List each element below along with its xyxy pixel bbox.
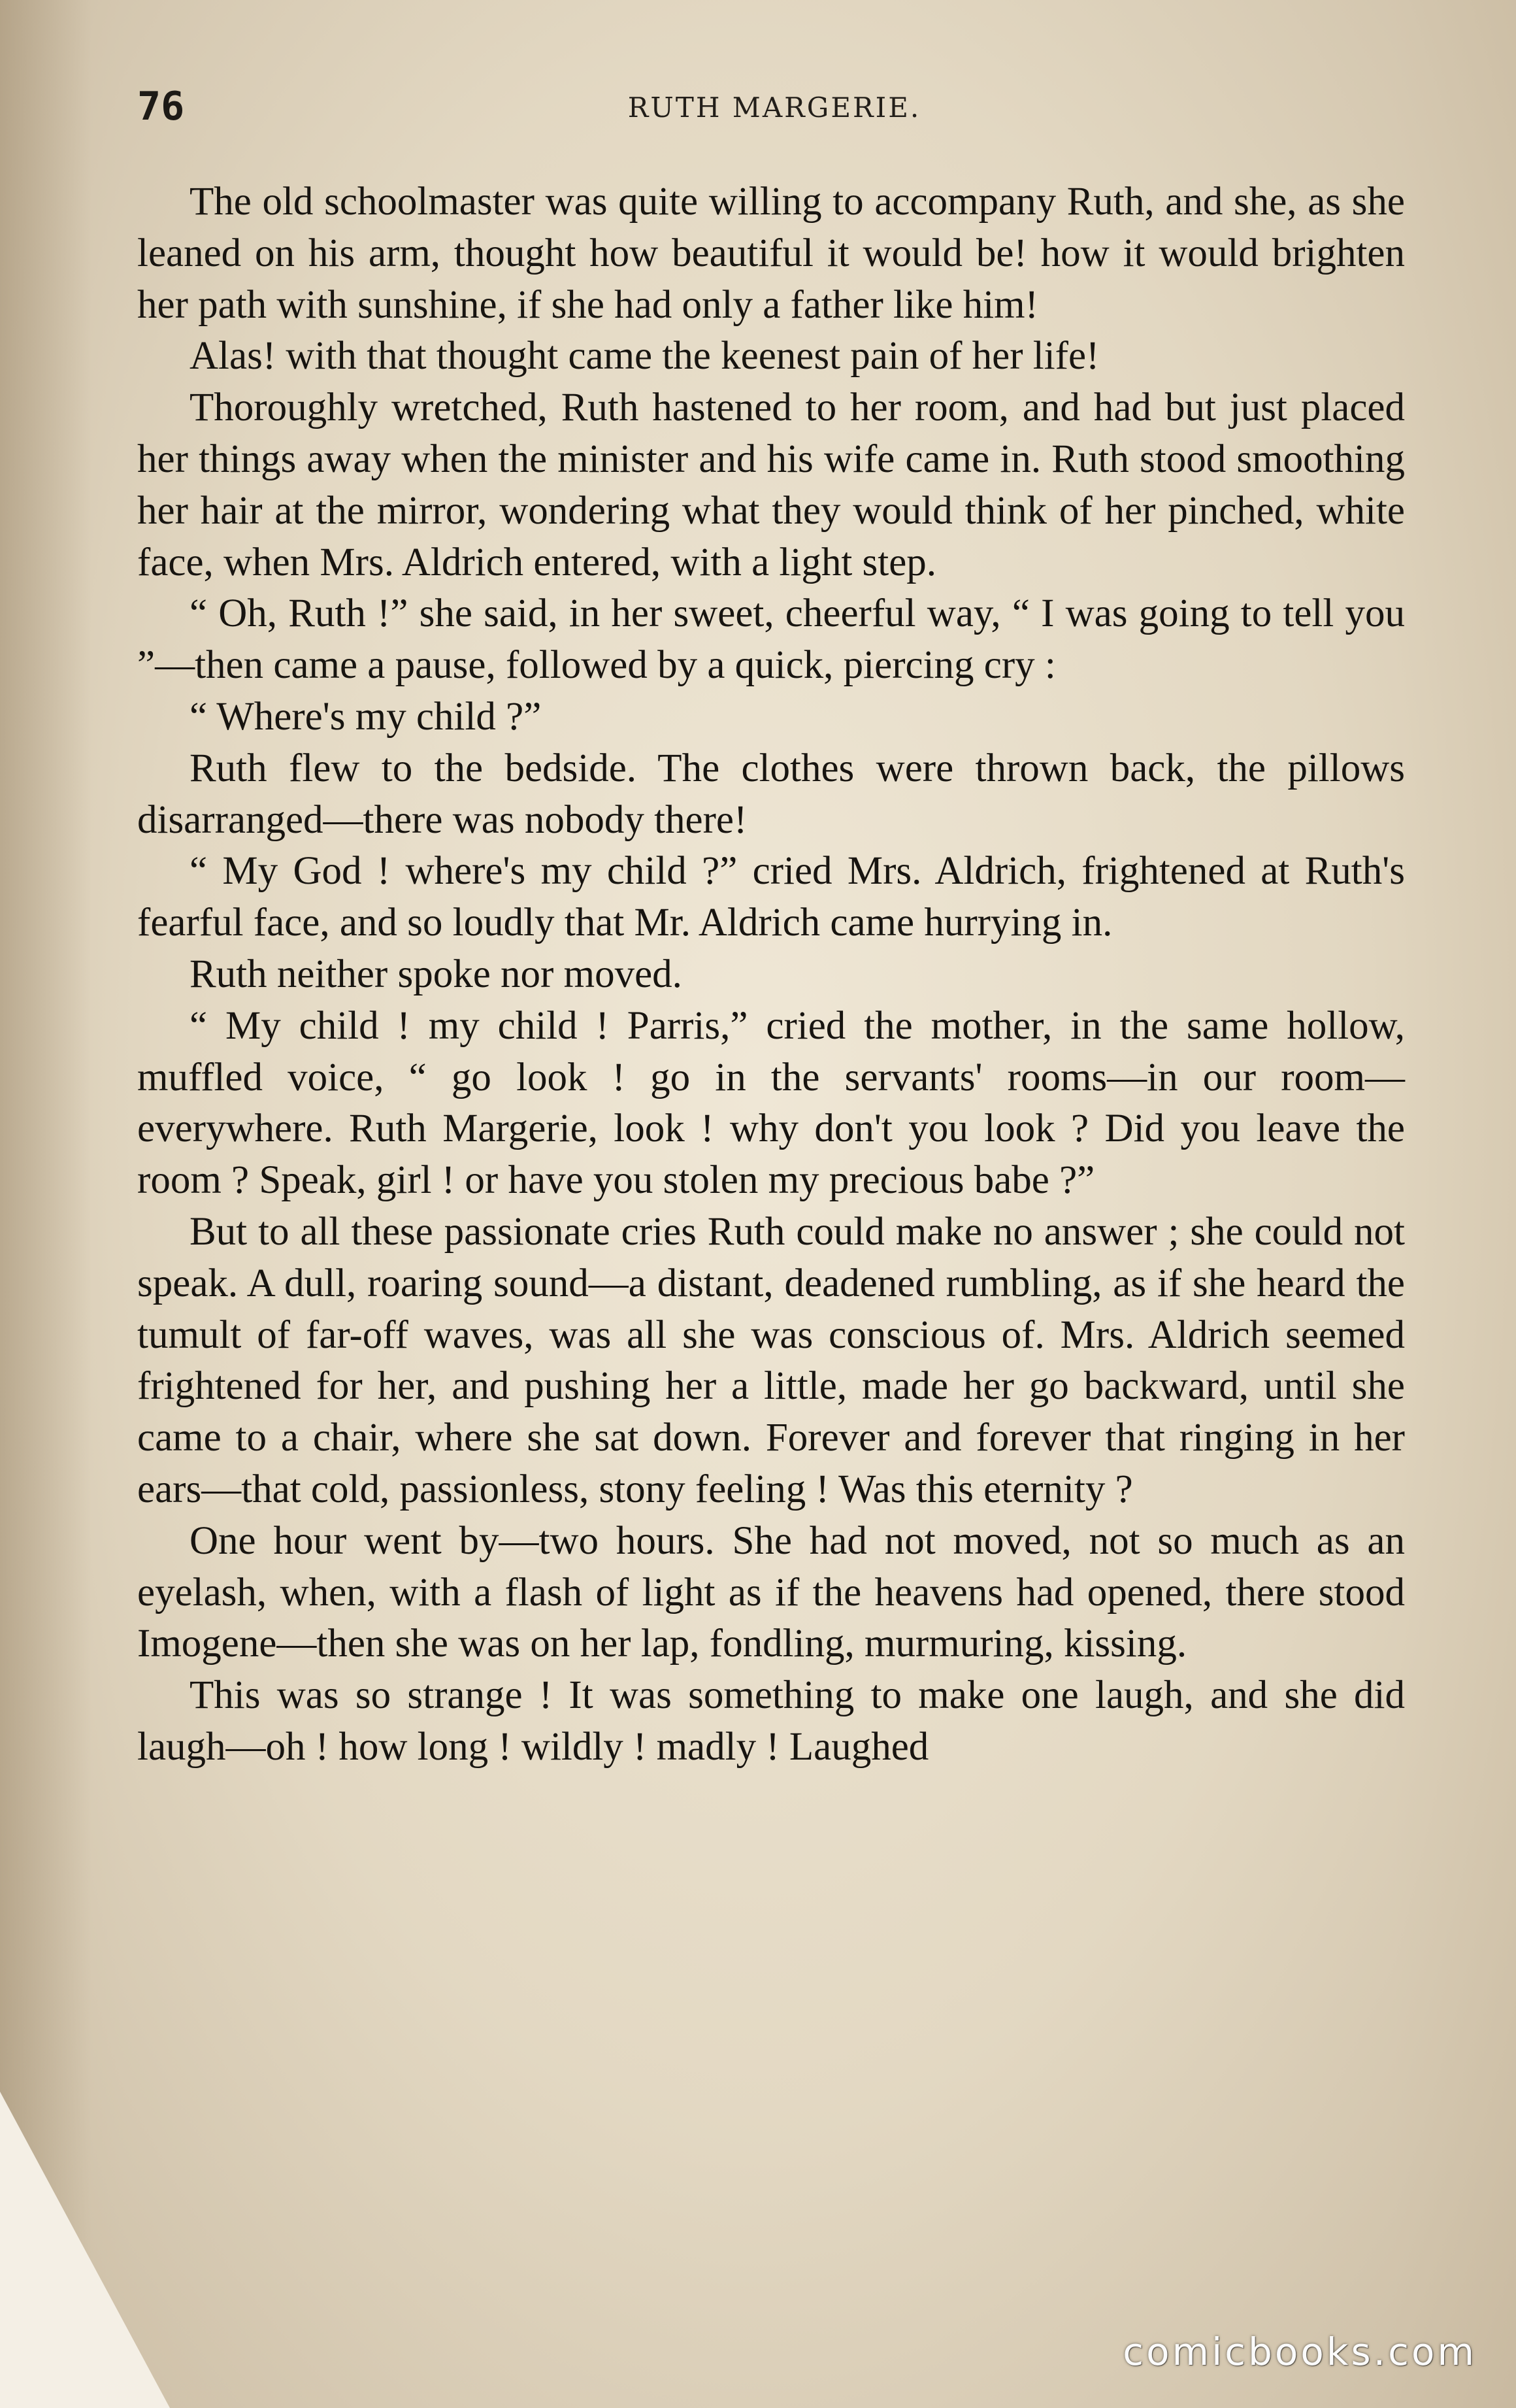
page-header (137, 78, 1411, 137)
paragraph: Thoroughly wretched, Ruth hastened to her room, and had but just placed her things away when the minister and his wife came in. Ruth stood smoothing her hair at the mirror, wondering what they would think of her pinched, white face, when Mrs. Aldrich entered, with a light step. (137, 386, 1405, 584)
paragraph: This was so strange ! It was something to make one laugh, and she did laugh—oh ! how long ! wildly ! madly ! Laughed (137, 1673, 1405, 1769)
paragraph: Alas! with that thought came the keenest pain of her life! (190, 334, 1100, 378)
paragraph: But to all these passionate cries Ruth could make no answer ; she could not speak. A dull, roaring sound—a distant, deadened rumbling, as if she heard the tumult of far-off waves, was all she was conscious of. Mrs. Aldrich seemed frightened for her, and pushing her a little, made her go backward, until she came to a chair, where she sat down. Forever and forever that ringing in her ears—that cold, passionless, stony feeling ! Was this eternity ? (137, 1209, 1405, 1511)
running-head: RUTH MARGERIE. (627, 92, 921, 124)
page-edge-shadow (0, 0, 91, 2408)
page-number: 76 (137, 84, 185, 129)
paragraph: The old schoolmaster was quite willing to accompany Ruth, and she, as she leaned on his arm, thought how beautiful it would be! how it would brighten her path with sunshine, if she had only a father like him! (137, 180, 1405, 327)
paragraph: One hour went by—two hours. She had not moved, not so much as an eyelash, when, with a flash of light as if the heavens had opened, there stood Imogene—then she was on her lap, fondling, murmuring, kissing. (137, 1518, 1405, 1666)
paragraph: Ruth neither spoke nor moved. (190, 952, 682, 996)
body-text (137, 176, 1405, 1773)
paragraph: “ My child ! my child ! Parris,” cried the mother, in the same hollow, muffled voice, “ go look ! go in the servants' rooms—in our room—everywhere. Ruth Margerie, look ! why don't you look ? Did you leave the room ? Speak, girl ! or have you stolen my precious babe ?” (137, 1003, 1405, 1203)
paragraph: “ Oh, Ruth !” she said, in her sweet, cheerful way, “ I was going to tell you ”—then came a pause, followed by a quick, piercing cry : (137, 592, 1405, 688)
paragraph: “ Where's my child ?” (190, 694, 542, 739)
paragraph: “ My God ! where's my child ?” cried Mrs. Aldrich, frightened at Ruth's fearful face, and so loudly that Mr. Aldrich came hurrying in. (137, 849, 1405, 945)
watermark: comicbooks.com (1123, 2330, 1477, 2374)
paragraph: Ruth flew to the bedside. The clothes were thrown back, the pillows disarranged—there was nobody there! (137, 746, 1405, 842)
torn-page-corner (0, 2092, 170, 2408)
